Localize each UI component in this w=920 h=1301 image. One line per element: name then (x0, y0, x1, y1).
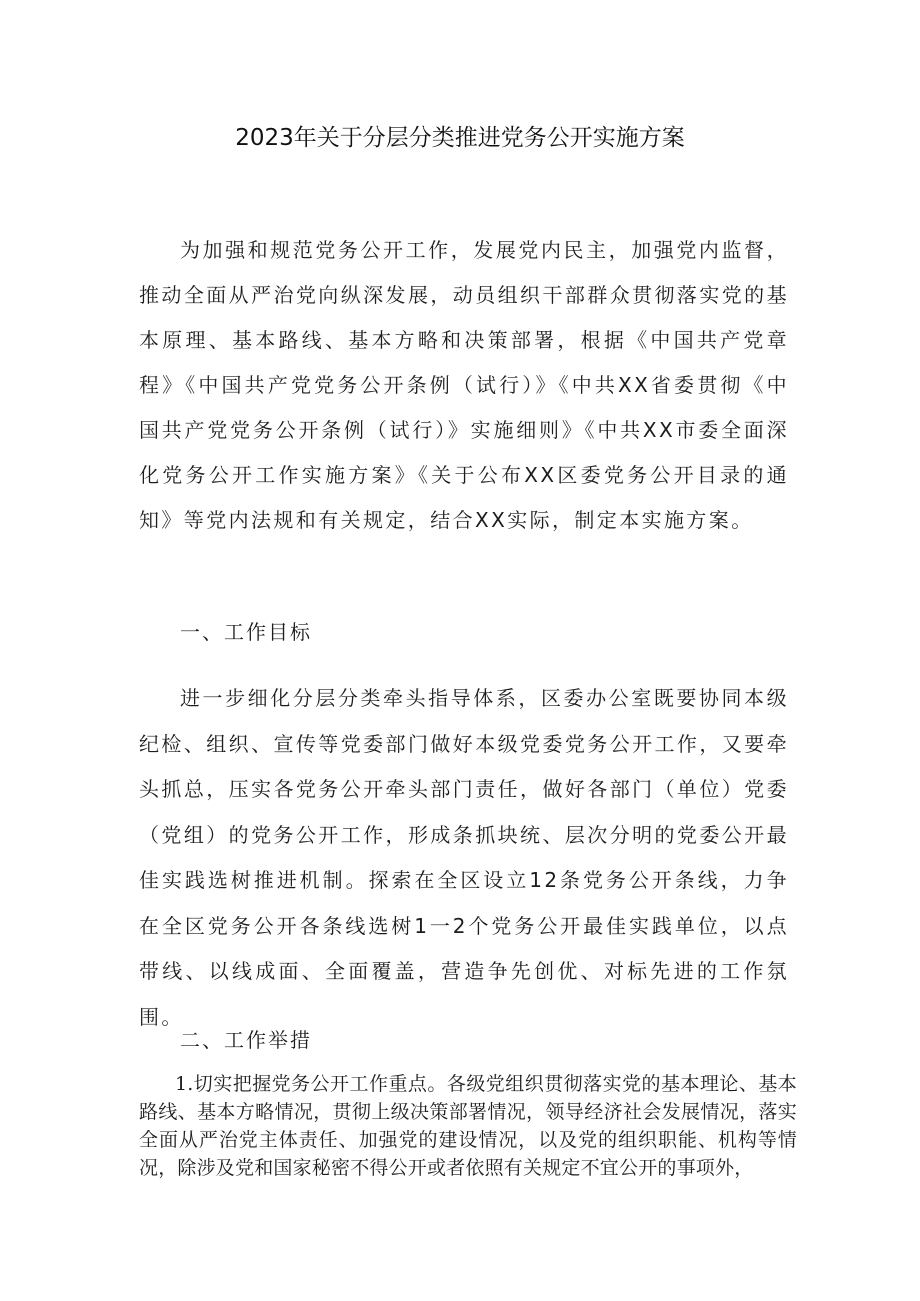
intro-paragraph: 为加强和规范党务公开工作，发展党内民主，加强党内监督，推动全面从严治党向纵深发展，动员组织干部群众贯彻落实党的基本原理、基本路线、基本方略和决策部署，根据《中国共产党章程》《中国共产党党务公开条例（试行）》《中共XX省委贯彻《中国共产党党务公开条例（试行）》实施细则》《中共XX市委全面深化党务公开工作实施方案》《关于公布XX区委党务公开目录的通知》等党内法规和有关规定，结合XX实际，制定本实施方案。 (139, 238, 789, 532)
measures-item-1-paragraph: 1.切实把握党务公开工作重点。各级党组织贯彻落实党的基本理论、基本路线、基本方略情况，贯彻上级决策部署情况，领导经济社会发展情况，落实全面从严治党主体责任、加强党的建设情况，以及党的组织职能、机构等情况，除涉及党和国家秘密不得公开或者依照有关规定不宜公开的事项外， (139, 1073, 797, 1179)
goals-paragraph: 进一步细化分层分类牵头指导体系，区委办公室既要协同本级纪检、组织、宣传等党委部门做好本级党委党务公开工作，又要牵头抓总，压实各党务公开牵头部门责任，做好各部门（单位）党委（党组）的党务公开工作，形成条抓块统、层次分明的党委公开最佳实践选树推进机制。探索在全区设立12条党务公开条线，力争在全区党务公开各条线选树1一2个党务公开最佳实践单位，以点带线、以线成面、全面覆盖，营造争先创优、对标先进的工作氛围。 (139, 686, 789, 1029)
section-heading-goals: 一、工作目标 (180, 620, 312, 644)
document-title: 2023年关于分层分类推进党务公开实施方案 (235, 125, 685, 151)
section-heading-measures: 二、工作举措 (180, 1028, 312, 1052)
